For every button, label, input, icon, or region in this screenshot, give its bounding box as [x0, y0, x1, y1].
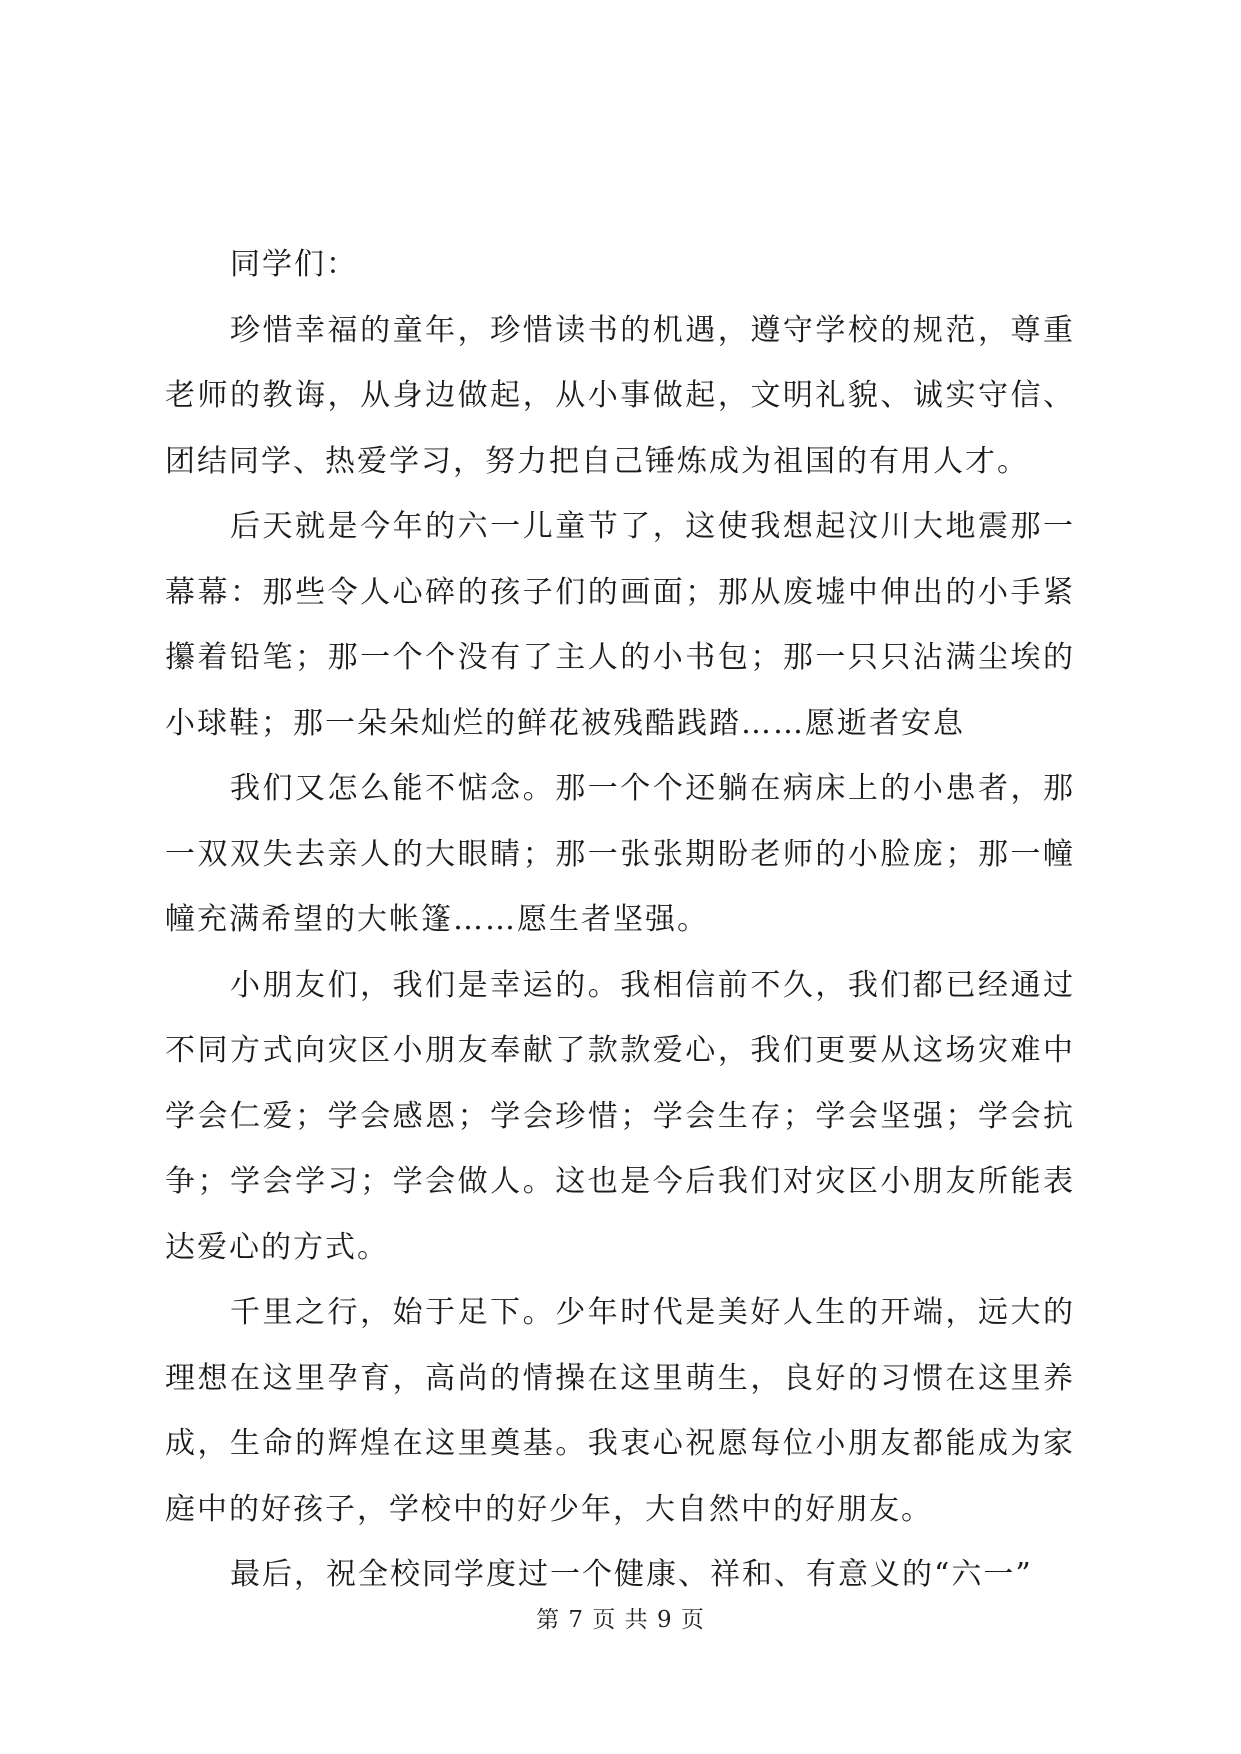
- body-paragraph: 千里之行，始于足下。少年时代是美好人生的开端，远大的理想在这里孕育，高尚的情操在这里萌生，良好的习惯在这里养成，生命的辉煌在这里奠基。我衷心祝愿每位小朋友都能成为家庭中的好孩子，学校中的好少年，大自然中的好朋友。: [165, 1295, 1075, 1527]
- salutation-paragraph: 同学们：: [230, 247, 358, 282]
- body-paragraph: 我们又怎么能不惦念。那一个个还躺在病床上的小患者，那一双双失去亲人的大眼睛；那一张张期盼老师的小脸庞；那一幢幢充满希望的大帐篷……愿生者坚强。: [165, 771, 1075, 937]
- closing-paragraph: 最后，祝全校同学度过一个健康、祥和、有意义的“六一”: [230, 1557, 1033, 1592]
- page-number-footer: 第 7 页 共 9 页: [536, 1607, 705, 1633]
- document-body: [165, 232, 1075, 1608]
- body-paragraph: 后天就是今年的六一儿童节了，这使我想起汶川大地震那一幕幕：那些令人心碎的孩子们的画面；那从废墟中伸出的小手紧攥着铅笔；那一个个没有了主人的小书包；那一只只沾满尘埃的小球鞋；那一朵朵灿烂的鲜花被残酷践踏……愿逝者安息: [165, 509, 1075, 741]
- body-paragraph: 珍惜幸福的童年，珍惜读书的机遇，遵守学校的规范，尊重老师的教诲，从身边做起，从小事做起，文明礼貌、诚实守信、团结同学、热爱学习，努力把自己锤炼成为祖国的有用人才。: [165, 312, 1075, 479]
- body-paragraph: 小朋友们，我们是幸运的。我相信前不久，我们都已经通过不同方式向灾区小朋友奉献了款款爱心，我们更要从这场灾难中学会仁爱；学会感恩；学会珍惜；学会生存；学会坚强；学会抗争；学会学习；学会做人。这也是今后我们对灾区小朋友所能表达爱心的方式。: [165, 967, 1075, 1265]
